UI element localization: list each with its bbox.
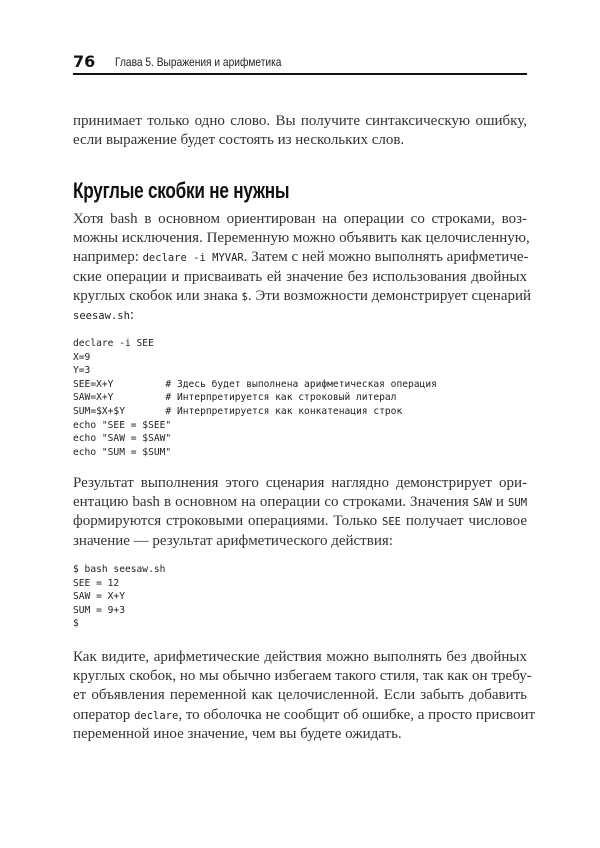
code-line: SEE=X+Y # Здесь будет выполнена арифметическая операция (73, 378, 437, 390)
text: и (491, 494, 509, 511)
text: формируются строковыми операциями. Только (73, 513, 382, 530)
paragraph-4-line (73, 667, 532, 686)
inline-code: SEE (382, 516, 401, 529)
text: : (129, 307, 135, 323)
running-header-title: Глава 5. Выражения и арифметика (115, 55, 282, 69)
text: переменной иное значение, чем вы будете ожидать. (73, 725, 402, 742)
text: ет объявления переменной как целочисленной. Если забыть добавить (73, 687, 527, 704)
paragraph-4-line (73, 725, 527, 744)
inline-code: seesaw.sh (73, 310, 130, 322)
text: Результат выполнения этого сценария наглядно демонстрирует ори- (73, 475, 527, 491)
text: Хотя bash в основном ориентирован на операции со строками, воз- (73, 211, 527, 227)
text: ские операции и присваивать ей значение без использования двойных (73, 268, 527, 285)
text: круглых скобок, но мы обычно избегаем такого стиля, так как он требу- (73, 668, 532, 685)
text: . Эти возможности демонстрирует сценарий (247, 287, 532, 304)
code-line: SUM=$X+$Y # Интерпретируется как конкатенация строк (73, 405, 403, 417)
text: принимает только одно слово. Вы получите синтаксическую ошибку, (73, 113, 527, 129)
code-block-1 (73, 337, 437, 459)
inline-code: SAW (472, 497, 492, 510)
text: круглых скобок или знака (73, 287, 242, 304)
code-line: X=9 (73, 351, 91, 363)
paragraph-4-line (73, 686, 527, 705)
text: , то оболочка не сообщит об ошибке, а просто присвоит (178, 706, 536, 723)
section-heading: Круглые скобки не нужны (73, 178, 290, 203)
paragraph-2-line (73, 287, 532, 306)
paragraph-1-line (73, 131, 527, 150)
code-line: SUM = 9+3 (73, 604, 125, 616)
code-line: $ bash seesaw.sh (73, 564, 166, 575)
page-number: 76 (73, 52, 96, 71)
code-line: SAW=X+Y # Интерпретируется как строковый литерал (73, 392, 397, 404)
text: . Затем с ней можно выполнять арифметиче- (243, 249, 529, 266)
paragraph-3-line (73, 493, 527, 512)
code-line: declare -i SEE (73, 338, 154, 349)
header-rule (73, 73, 527, 75)
text: Как видите, арифметические действия можно выполнять без двойных (73, 649, 527, 665)
text: получает числовое (400, 513, 527, 530)
text: ентацию bash в основном на операции со строками. Значения (73, 494, 473, 511)
text: если выражение будет состоять из нескольких слов. (73, 132, 405, 149)
inline-code: declare -i MYVAR (142, 252, 244, 265)
paragraph-4-line (73, 648, 527, 667)
inline-code: SUM (508, 497, 528, 510)
paragraph-3-line (73, 474, 527, 493)
code-line: echo "SEE = $SEE" (73, 419, 172, 431)
inline-code: $ (241, 290, 248, 303)
paragraph-3-line (73, 512, 527, 531)
paragraph-2-line (73, 210, 527, 229)
paragraph-2-line (73, 268, 527, 287)
text: например: (73, 249, 143, 266)
code-line: SEE = 12 (73, 577, 120, 589)
text: оператор (73, 706, 135, 723)
code-line: echo "SUM = $SUM" (73, 446, 172, 458)
code-line: echo "SAW = $SAW" (73, 433, 172, 445)
code-line: $ (73, 618, 79, 630)
paragraph-3-line (73, 532, 527, 551)
paragraph-4-line (73, 706, 536, 725)
text: значение — результат арифметического действия: (73, 532, 393, 549)
paragraph-2-line (73, 229, 530, 248)
code-block-2 (73, 563, 165, 631)
paragraph-2-line (73, 248, 527, 267)
paragraph-2-line (73, 306, 527, 325)
code-line: SAW = X+Y (73, 591, 125, 603)
text: можны исключения. Переменную можно объявить как целочисленную, (73, 230, 530, 247)
paragraph-1-line (73, 112, 527, 131)
code-line: Y=3 (73, 365, 91, 377)
inline-code: declare (134, 709, 179, 722)
